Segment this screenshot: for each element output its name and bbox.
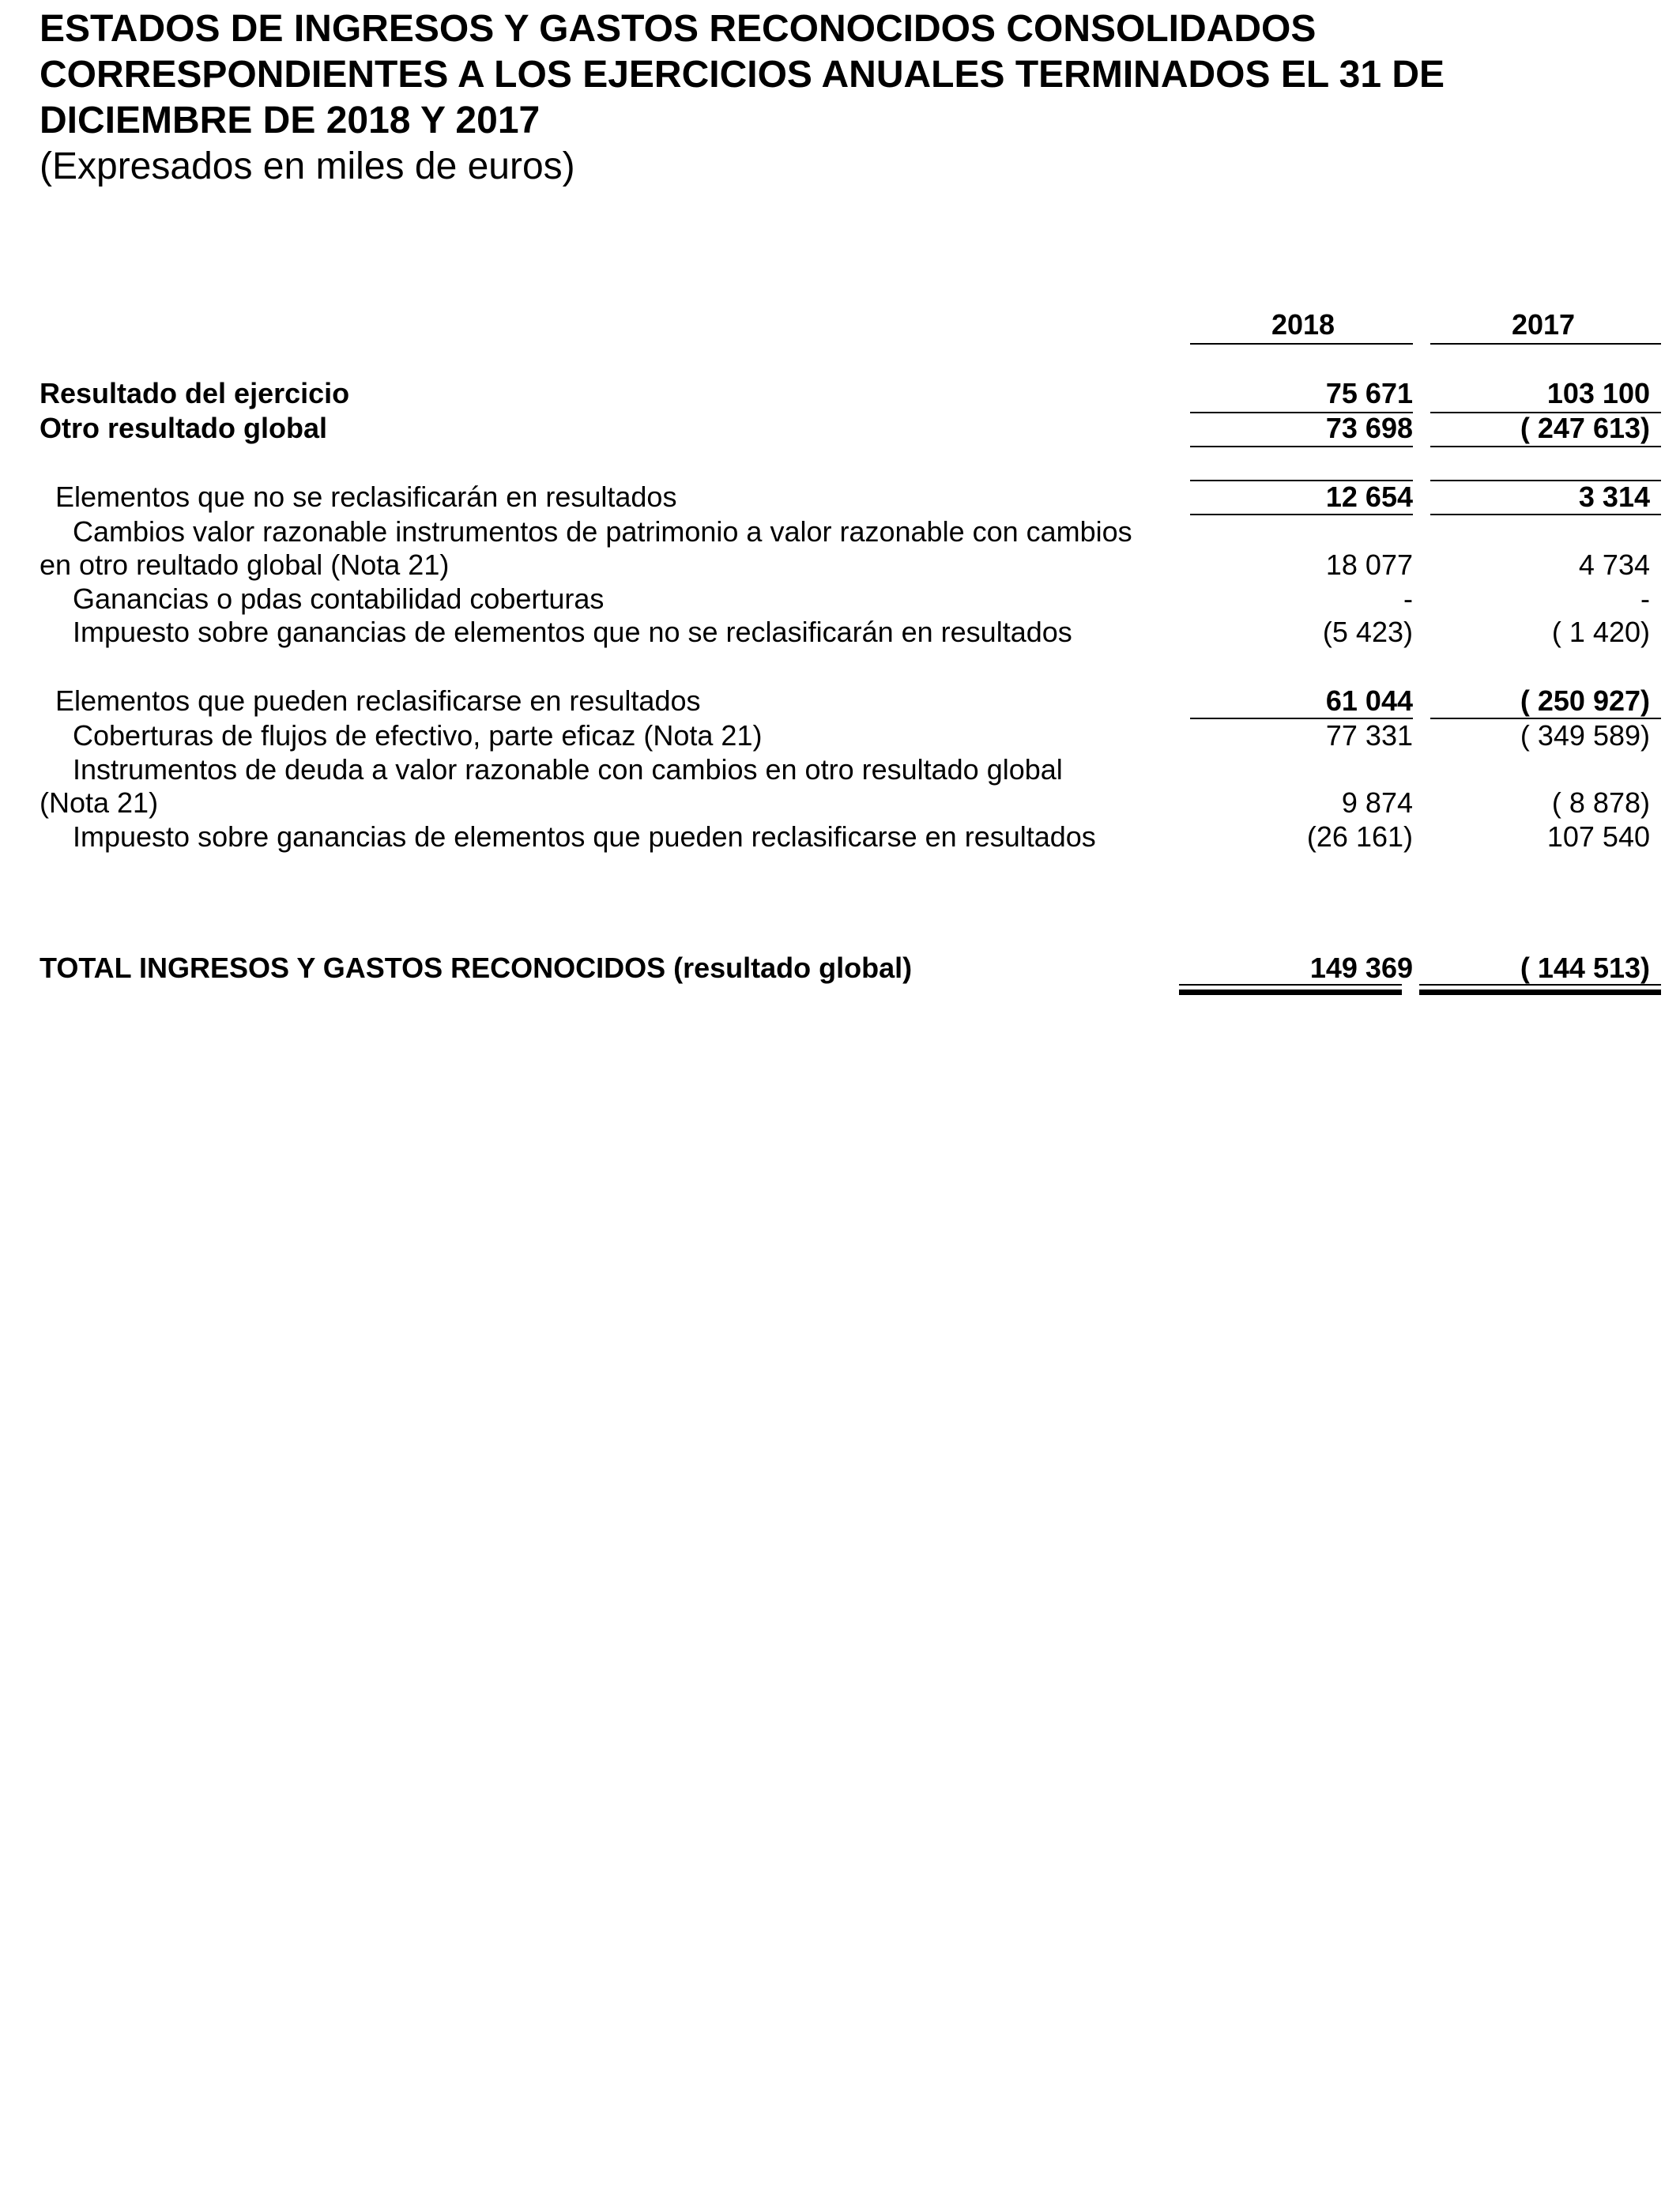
value-otro-resultado-2018: 73 698 <box>1325 412 1413 444</box>
rule-total-single-2018 <box>1179 984 1402 986</box>
title-line-2: CORRESPONDIENTES A LOS EJERCICIOS ANUALES TERMINADOS EL 31 DE <box>40 54 1445 96</box>
document-subtitle: (Expresados en miles de euros) <box>40 145 575 187</box>
column-header-2017: 2017 <box>1511 308 1576 341</box>
value-coberturas-2017: ( 349 589) <box>1520 719 1650 752</box>
row-label-otro-resultado-global: Otro resultado global <box>40 412 328 444</box>
row-label-no-reclasificar: Elementos que no se reclasificarán en resultados <box>55 481 677 513</box>
rule-total-single-2017 <box>1419 984 1661 986</box>
row-label-impuesto-reclasificar: Impuesto sobre ganancias de elementos que pueden reclasificarse en resultados <box>73 820 1096 853</box>
row-label-resultado-ejercicio: Resultado del ejercicio <box>40 377 350 409</box>
value-no-reclasificar-2017: 3 314 <box>1578 481 1650 513</box>
value-otro-resultado-2017: ( 247 613) <box>1520 412 1650 444</box>
value-instrumentos-deuda-2017: ( 8 878) <box>1551 786 1650 819</box>
value-cambios-valor-2017: 4 734 <box>1578 548 1650 581</box>
rule-total-double-2017 <box>1419 990 1661 995</box>
title-line-1: ESTADOS DE INGRESOS Y GASTOS RECONOCIDOS CONSOLIDADOS <box>40 8 1317 50</box>
row-label-impuesto-no-reclasificar: Impuesto sobre ganancias de elementos que no se reclasificarán en resultados <box>73 616 1072 648</box>
row-label-total: TOTAL INGRESOS Y GASTOS RECONOCIDOS (resultado global) <box>40 952 913 984</box>
value-resultado-2018: 75 671 <box>1325 377 1413 409</box>
value-resultado-2017: 103 100 <box>1546 377 1650 409</box>
value-total-2018: 149 369 <box>1309 952 1413 984</box>
row-label-coberturas: Coberturas de flujos de efectivo, parte eficaz (Nota 21) <box>73 719 763 752</box>
document-title <box>40 6 1652 144</box>
value-ganancias-pdas-2017: - <box>1640 582 1650 615</box>
rule-total-double-2018 <box>1179 990 1402 995</box>
row-label-ganancias-pdas: Ganancias o pdas contabilidad coberturas <box>73 582 605 615</box>
title-line-3: DICIEMBRE DE 2018 Y 2017 <box>40 100 541 141</box>
rule-no-reclas-bottom-2018 <box>1190 514 1413 515</box>
value-instrumentos-deuda-2018: 9 874 <box>1341 786 1413 819</box>
row-label-instrumentos-deuda-line1: Instrumentos de deuda a valor razonable con cambios en otro resultado global <box>73 753 1063 786</box>
header-rule-2018 <box>1190 343 1413 345</box>
rule-otro-resultado-2018 <box>1190 446 1413 447</box>
column-header-2018: 2018 <box>1271 308 1335 341</box>
value-coberturas-2018: 77 331 <box>1325 719 1413 752</box>
value-impuesto-reclas-2018: (26 161) <box>1306 820 1413 853</box>
row-label-cambios-valor-line2: en otro reultado global (Nota 21) <box>40 548 450 581</box>
rule-otro-resultado-2017 <box>1430 446 1661 447</box>
value-pueden-reclasificar-2017: ( 250 927) <box>1520 684 1650 717</box>
value-impuesto-reclas-2017: 107 540 <box>1546 820 1650 853</box>
value-no-reclasificar-2018: 12 654 <box>1325 481 1413 513</box>
row-label-pueden-reclasificar: Elementos que pueden reclasificarse en resultados <box>55 684 701 717</box>
header-rule-2017 <box>1430 343 1661 345</box>
value-pueden-reclasificar-2018: 61 044 <box>1325 684 1413 717</box>
rule-no-reclas-bottom-2017 <box>1430 514 1661 515</box>
value-impuesto-no-reclas-2017: ( 1 420) <box>1551 616 1650 648</box>
row-label-cambios-valor-line1: Cambios valor razonable instrumentos de patrimonio a valor razonable con cambios <box>73 515 1132 548</box>
row-label-instrumentos-deuda-line2: (Nota 21) <box>40 786 159 819</box>
value-impuesto-no-reclas-2018: (5 423) <box>1322 616 1413 648</box>
value-ganancias-pdas-2018: - <box>1403 582 1413 615</box>
value-total-2017: ( 144 513) <box>1520 952 1650 984</box>
value-cambios-valor-2018: 18 077 <box>1325 548 1413 581</box>
